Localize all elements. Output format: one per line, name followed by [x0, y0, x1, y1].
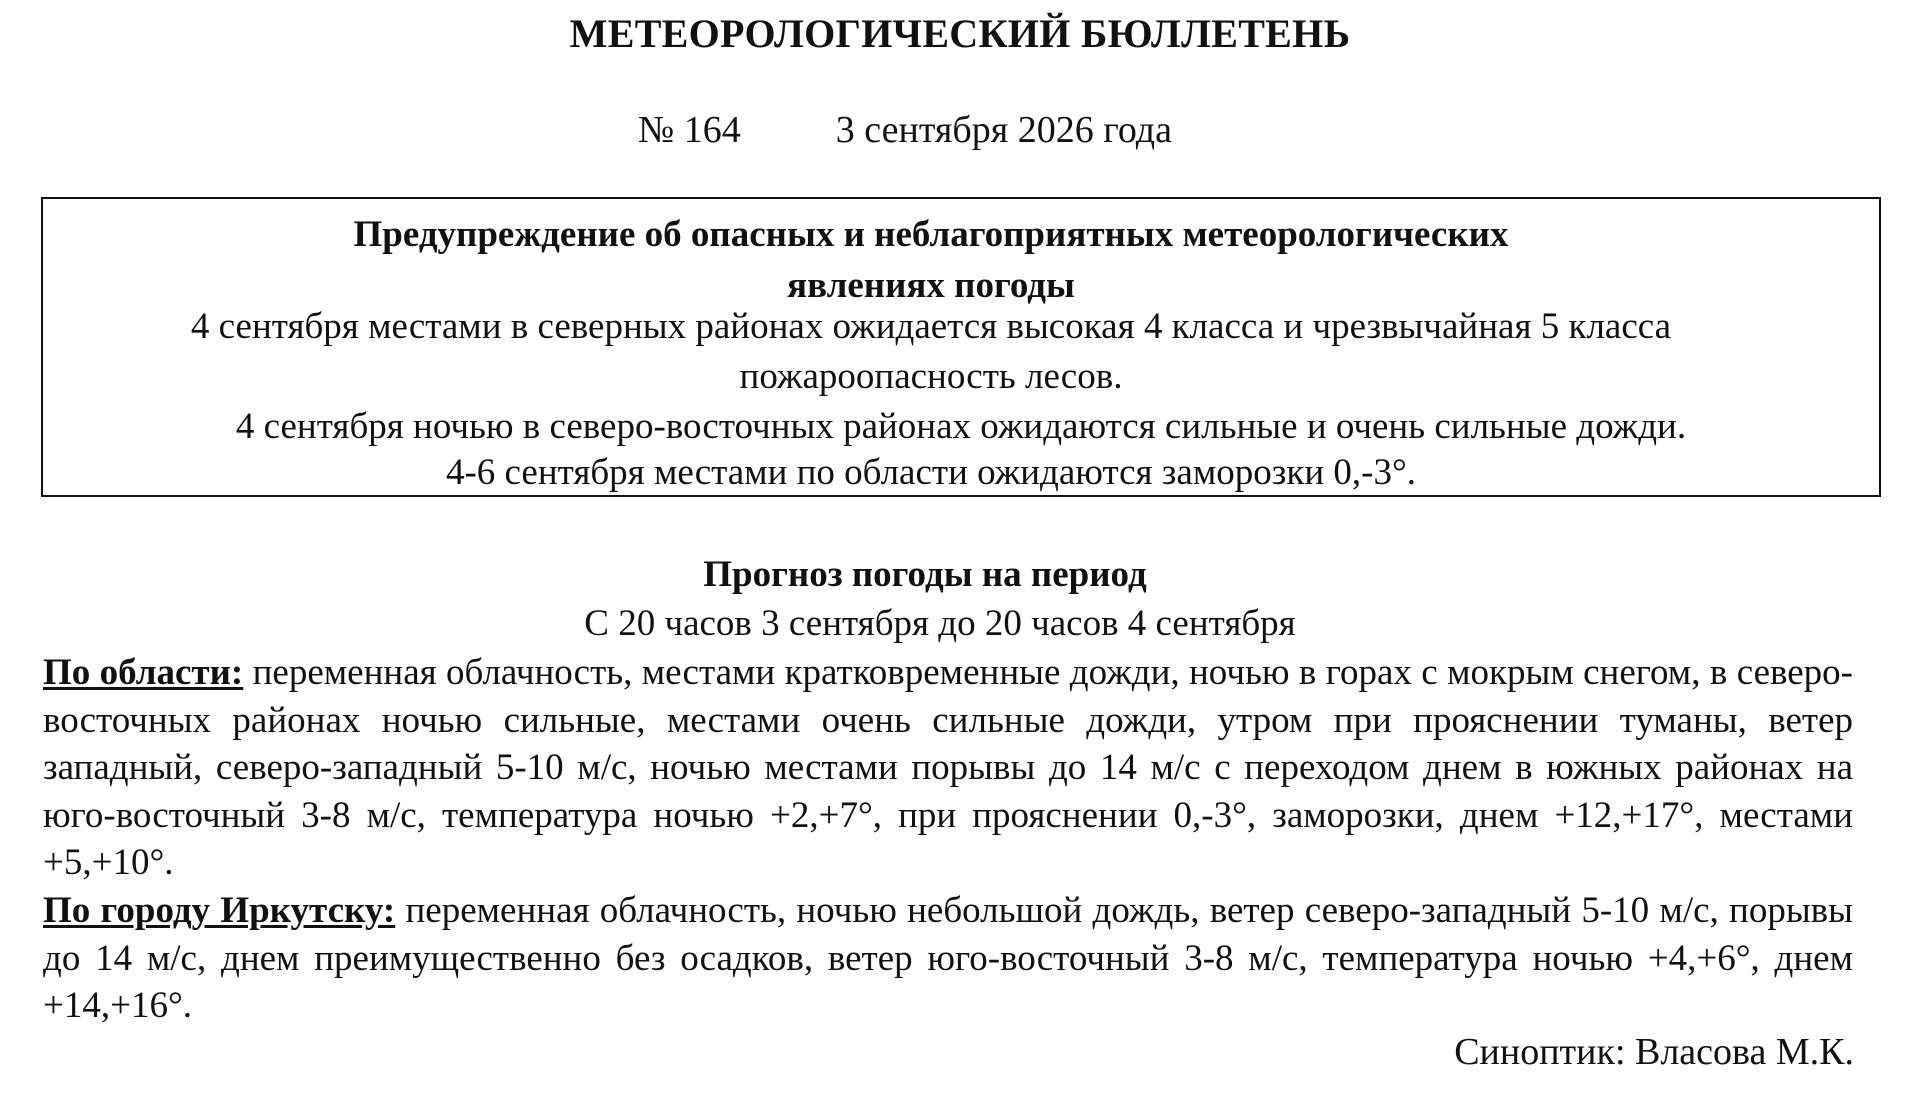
warning-text-line-4: 4-6 сентября местами по области ожидаются заморозки 0,-3°. [445, 452, 1416, 493]
warning-text-line-2: пожароопасность лесов. [739, 356, 1123, 397]
issue-line [0, 108, 1810, 152]
forecast-body [43, 649, 1853, 1030]
warning-heading [43, 209, 1879, 311]
bulletin-number: № 164 [638, 109, 741, 151]
warning-text-line-1: 4 сентября местами в северных районах ожидается высокая 4 класса и чрезвычайная 5 класса [190, 306, 1672, 347]
region-forecast-text: переменная облачность, местами кратковременные дожди, ночью в горах с мокрым снегом, в северо-восточных районах ночью сильные, местами очень сильные дожди, утром при прояснении туманы, ветер западный, северо-западный 5-10 м/с, ночью местами порывы до 14 м/с с переходом днем в южных районах на юго-восточный 3-8 м/с, температура ночью +2,+7°, при прояснении 0,-3°, заморозки, днем +12,+17°, местами +5,+10°. [43, 652, 1853, 884]
region-forecast-label: По области: [43, 652, 244, 693]
forecast-title: Прогноз погоды на период [703, 554, 1147, 595]
forecaster-signature: Синоптик: Власова М.К. [1454, 1031, 1854, 1073]
hazard-warning-box [41, 197, 1881, 497]
bulletin-date: 3 сентября 2026 года [835, 109, 1172, 151]
region-forecast-paragraph [43, 649, 1853, 887]
bulletin-title: МЕТЕОРОЛОГИЧЕСКИЙ БЮЛЛЕТЕНЬ [569, 11, 1351, 56]
city-forecast-paragraph [43, 887, 1853, 1030]
warning-heading-line-2: явлениях погоды [787, 265, 1075, 306]
city-forecast-text: переменная облачность, ночью небольшой дождь, ветер северо-западный 5-10 м/с, порывы до 14 м/с, днем преимущественно без осадков, ветер юго-восточный 3-8 м/с, температура ночью +4,+6°, днем +14,+16°. [43, 889, 1854, 1027]
city-forecast-label: По городу Иркутску: [43, 889, 396, 931]
warning-heading-line-1: Предупреждение об опасных и неблагоприятных метеорологических [353, 214, 1509, 255]
forecast-period: С 20 часов 3 сентября до 20 часов 4 сентября [584, 603, 1296, 644]
warning-text-line-3: 4 сентября ночью в северо-восточных районах ожидаются сильные и очень сильные дожди. [235, 406, 1687, 447]
